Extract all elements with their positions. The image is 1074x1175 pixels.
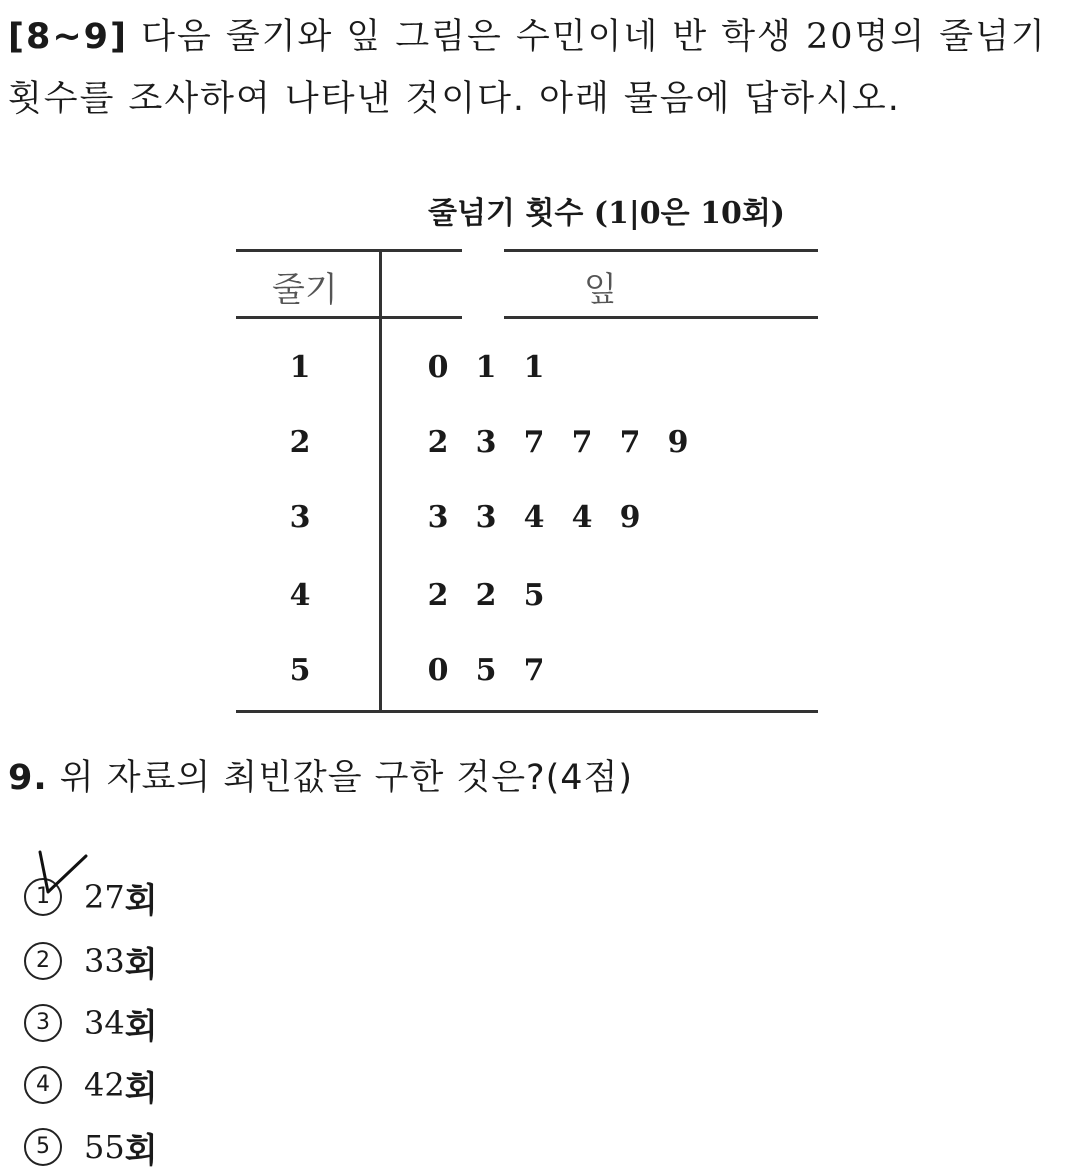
question-number: 9. — [8, 758, 48, 798]
choice-value: 33 — [84, 942, 125, 980]
leaf-value: 7 — [619, 425, 641, 460]
leaf-header: 잎 — [584, 270, 617, 310]
table-top-rule-left — [236, 249, 462, 252]
choice-number: 1 — [24, 878, 62, 916]
leaf-value: 9 — [619, 500, 641, 535]
stem-value: 1 — [289, 350, 311, 385]
stem-divider — [379, 252, 382, 712]
leaf-value: 3 — [475, 500, 497, 535]
leaf-value: 7 — [523, 653, 545, 688]
choice-number: 4 — [24, 1066, 62, 1104]
intro-text-after: 명의 줄넘기 횟수를 조사하여 나타낸 것이다. 아래 물음에 답하시오. — [8, 17, 1047, 119]
leaf-value: 2 — [475, 578, 497, 613]
leaf-value: 1 — [475, 350, 497, 385]
leaf-value: 3 — [475, 425, 497, 460]
stem-header: 줄기 — [272, 270, 338, 310]
question-text: 위 자료의 최빈값을 구한 것은?(4점) — [47, 758, 633, 798]
choice-unit: 회 — [124, 1068, 158, 1109]
problem-range-tag: [8~9] — [8, 17, 129, 57]
stem-leaf-title: 줄넘기 횟수 (1|0은 10회) — [428, 196, 785, 231]
handwritten-check-mark — [30, 850, 90, 900]
answer-choice[interactable] — [24, 1122, 158, 1172]
intro-text-before: 다음 줄기와 잎 그림은 수민이네 반 학생 — [128, 17, 806, 57]
header-rule-left — [236, 316, 462, 319]
leaf-value: 2 — [427, 425, 449, 460]
answer-choice[interactable] — [24, 998, 158, 1048]
choice-unit: 회 — [124, 880, 158, 921]
choice-value: 42 — [84, 1066, 125, 1104]
choice-number: 3 — [24, 1004, 62, 1042]
leaf-value: 0 — [427, 350, 449, 385]
leaf-value: 1 — [523, 350, 545, 385]
leaf-value: 7 — [571, 425, 593, 460]
leaf-value: 4 — [523, 500, 545, 535]
stem-value: 3 — [289, 500, 311, 535]
leaf-value: 7 — [523, 425, 545, 460]
choice-unit: 회 — [124, 1006, 158, 1047]
stem-value: 2 — [289, 425, 311, 460]
intro-paragraph — [8, 6, 1068, 130]
question-9 — [8, 750, 633, 800]
leaf-value: 2 — [427, 578, 449, 613]
leaf-value: 3 — [427, 500, 449, 535]
choice-value: 55 — [84, 1128, 125, 1166]
leaf-value: 9 — [667, 425, 689, 460]
stem-value: 5 — [289, 653, 311, 688]
choice-number: 2 — [24, 942, 62, 980]
choice-unit: 회 — [124, 1130, 158, 1171]
choice-number: 5 — [24, 1128, 62, 1166]
table-bottom-rule — [236, 710, 818, 713]
stem-value: 4 — [289, 578, 311, 613]
leaf-value: 5 — [475, 653, 497, 688]
answer-choice[interactable] — [24, 936, 158, 986]
answer-choice[interactable] — [24, 1060, 158, 1110]
table-top-rule-right — [504, 249, 818, 252]
leaf-value: 5 — [523, 578, 545, 613]
choice-value: 34 — [84, 1004, 125, 1042]
leaf-value: 4 — [571, 500, 593, 535]
choice-value: 27 — [84, 878, 125, 916]
header-rule-right — [504, 316, 818, 319]
leaf-value: 0 — [427, 653, 449, 688]
student-count: 20 — [806, 17, 855, 57]
choice-unit: 회 — [124, 944, 158, 985]
